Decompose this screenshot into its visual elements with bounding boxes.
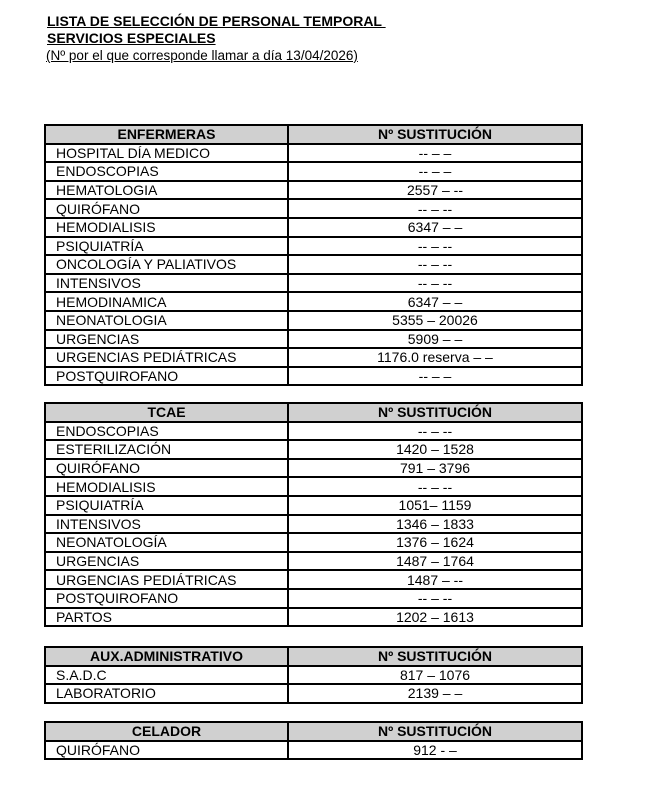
document-title: LISTA DE SELECCIÓN DE PERSONAL TEMPORAL [47, 13, 386, 29]
substitution-number-cell: 1376 – 1624 [288, 533, 582, 552]
substitution-number-cell: 2557 – -- [288, 181, 582, 200]
table-row [45, 666, 582, 685]
substitution-number-cell: 1487 – -- [288, 570, 582, 589]
table-header-row [45, 722, 582, 741]
substitution-number-cell: -- – -- [288, 422, 582, 441]
service-cell: HEMODIALISIS [45, 218, 288, 237]
service-cell: ENDOSCOPIAS [45, 422, 288, 441]
table-row [45, 459, 582, 478]
table-row [45, 741, 582, 760]
table-row [45, 181, 582, 200]
substitution-number-cell: 1346 – 1833 [288, 515, 582, 534]
table-row [45, 570, 582, 589]
value-header: Nº SUSTITUCIÓN [288, 125, 582, 144]
table-header-row [45, 403, 582, 422]
service-cell: HEMODINAMICA [45, 292, 288, 311]
table-row [45, 162, 582, 181]
service-cell: HEMODIALISIS [45, 477, 288, 496]
service-cell: NEONATOLOGÍA [45, 533, 288, 552]
service-cell: PSIQUIATRÍA [45, 496, 288, 515]
substitution-number-cell: -- – -- [288, 589, 582, 608]
substitution-number-cell: 1202 – 1613 [288, 608, 582, 627]
table-row [45, 477, 582, 496]
substitution-number-cell: 1420 – 1528 [288, 440, 582, 459]
table-row [45, 292, 582, 311]
table-row [45, 608, 582, 627]
service-cell: S.A.D.C [45, 666, 288, 685]
table-row [45, 348, 582, 367]
substitution-number-cell: -- – -- [288, 237, 582, 256]
category-header: TCAE [45, 403, 288, 422]
category-header: CELADOR [45, 722, 288, 741]
value-header: Nº SUSTITUCIÓN [288, 403, 582, 422]
substitution-number-cell: -- – -- [288, 477, 582, 496]
substitution-number-cell: 5355 – 20026 [288, 311, 582, 330]
substitution-number-cell: 5909 – – [288, 330, 582, 349]
service-cell: LABORATORIO [45, 684, 288, 703]
table-row [45, 237, 582, 256]
table-row [45, 255, 582, 274]
table-row [45, 515, 582, 534]
substitution-number-cell: -- – – [288, 144, 582, 163]
service-cell: HEMATOLOGIA [45, 181, 288, 200]
value-header: Nº SUSTITUCIÓN [288, 647, 582, 666]
document-subtitle: SERVICIOS ESPECIALES [47, 30, 216, 46]
substitution-number-cell: 1176.0 reserva – – [288, 348, 582, 367]
table-celador [44, 721, 583, 760]
table-row [45, 440, 582, 459]
service-cell: URGENCIAS PEDIÁTRICAS [45, 570, 288, 589]
service-cell: QUIRÓFANO [45, 199, 288, 218]
substitution-number-cell: 1051– 1159 [288, 496, 582, 515]
category-header: ENFERMERAS [45, 125, 288, 144]
category-header: AUX.ADMINISTRATIVO [45, 647, 288, 666]
table-enfermeras [44, 124, 583, 386]
service-cell: POSTQUIROFANO [45, 589, 288, 608]
service-cell: PARTOS [45, 608, 288, 627]
table-tcae [44, 402, 583, 627]
table-row [45, 218, 582, 237]
service-cell: QUIRÓFANO [45, 459, 288, 478]
table-row [45, 422, 582, 441]
value-header: Nº SUSTITUCIÓN [288, 722, 582, 741]
document-header [47, 13, 386, 64]
document-note: (Nº por el que corresponde llamar a día 13/04/2026) [46, 48, 358, 63]
service-cell: ESTERILIZACIÓN [45, 440, 288, 459]
substitution-number-cell: -- – -- [288, 255, 582, 274]
table-row [45, 199, 582, 218]
table-row [45, 274, 582, 293]
substitution-number-cell: 817 – 1076 [288, 666, 582, 685]
service-cell: QUIRÓFANO [45, 741, 288, 760]
table-aux-administrativo [44, 646, 583, 704]
table-row [45, 552, 582, 571]
substitution-number-cell: 1487 – 1764 [288, 552, 582, 571]
table-row [45, 311, 582, 330]
substitution-number-cell: 6347 – – [288, 218, 582, 237]
service-cell: URGENCIAS [45, 330, 288, 349]
table-row [45, 367, 582, 386]
substitution-number-cell: 6347 – – [288, 292, 582, 311]
substitution-number-cell: 912 - – [288, 741, 582, 760]
service-cell: POSTQUIROFANO [45, 367, 288, 386]
table-row [45, 684, 582, 703]
service-cell: INTENSIVOS [45, 274, 288, 293]
table-row [45, 144, 582, 163]
substitution-number-cell: -- – -- [288, 274, 582, 293]
table-row [45, 589, 582, 608]
substitution-number-cell: 2139 – – [288, 684, 582, 703]
service-cell: NEONATOLOGIA [45, 311, 288, 330]
table-header-row [45, 125, 582, 144]
table-header-row [45, 647, 582, 666]
service-cell: HOSPITAL DÍA MEDICO [45, 144, 288, 163]
service-cell: URGENCIAS [45, 552, 288, 571]
service-cell: INTENSIVOS [45, 515, 288, 534]
substitution-number-cell: -- – – [288, 367, 582, 386]
service-cell: URGENCIAS PEDIÁTRICAS [45, 348, 288, 367]
table-row [45, 496, 582, 515]
table-row [45, 330, 582, 349]
service-cell: PSIQUIATRÍA [45, 237, 288, 256]
substitution-number-cell: 791 – 3796 [288, 459, 582, 478]
table-row [45, 533, 582, 552]
substitution-number-cell: -- – – [288, 162, 582, 181]
service-cell: ENDOSCOPIAS [45, 162, 288, 181]
substitution-number-cell: -- – -- [288, 199, 582, 218]
service-cell: ONCOLOGÍA Y PALIATIVOS [45, 255, 288, 274]
